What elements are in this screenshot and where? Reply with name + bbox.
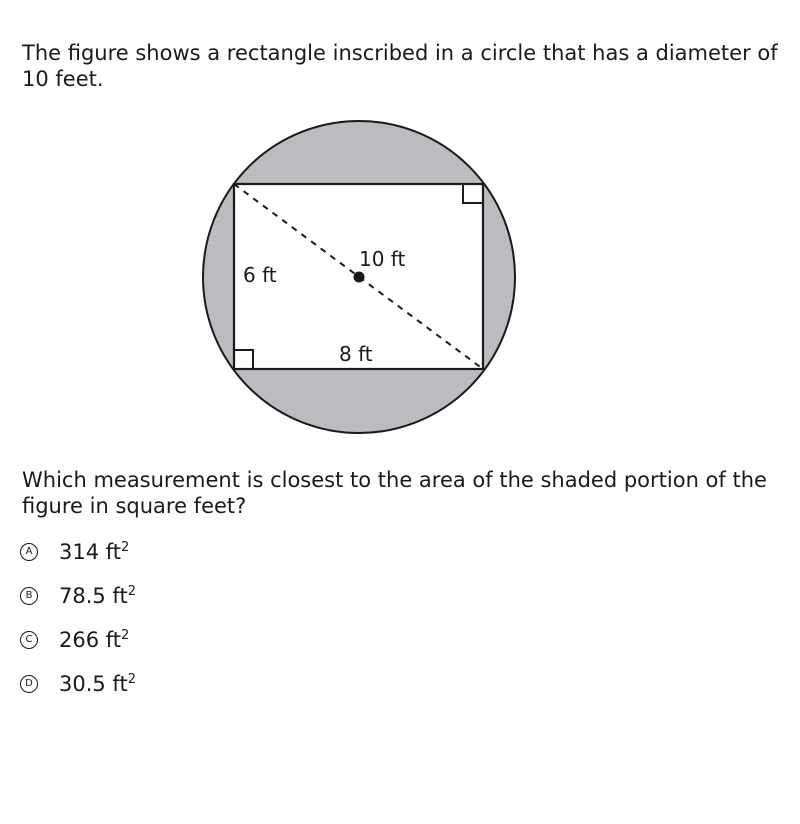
- choice-d-text: [59, 671, 136, 697]
- center-point: [354, 272, 365, 283]
- choice-c[interactable]: [20, 618, 136, 662]
- choice-a-exponent: 2: [121, 540, 130, 555]
- diagonal-label: 10 ft: [359, 247, 406, 271]
- height-label: 6 ft: [243, 263, 277, 287]
- choice-d-value: 30.5 ft: [59, 672, 128, 696]
- question-text: Which measurement is closest to the area of the shaded portion of the figure in square feet?: [22, 468, 767, 518]
- choice-c-text: [59, 627, 129, 653]
- choice-b-text: [59, 583, 136, 609]
- choice-d[interactable]: [20, 662, 136, 706]
- choice-b-value: 78.5 ft: [59, 584, 128, 608]
- choice-a-text: [59, 539, 129, 565]
- answer-choices: [20, 530, 136, 706]
- intro-text: The figure shows a rectangle inscribed in a circle that has a diameter of 10 feet.: [22, 41, 778, 91]
- choice-d-exponent: 2: [127, 672, 136, 687]
- width-label: 8 ft: [339, 342, 373, 366]
- choice-a-value: 314 ft: [59, 540, 122, 564]
- choice-a-bubble[interactable]: A: [20, 543, 38, 561]
- choice-b[interactable]: [20, 574, 136, 618]
- choice-a[interactable]: [20, 530, 136, 574]
- choice-b-bubble[interactable]: B: [20, 587, 38, 605]
- choice-c-value: 266 ft: [59, 628, 122, 652]
- choice-d-bubble[interactable]: D: [20, 675, 38, 693]
- choice-c-bubble[interactable]: C: [20, 631, 38, 649]
- choice-b-exponent: 2: [127, 584, 136, 599]
- choice-c-exponent: 2: [121, 628, 130, 643]
